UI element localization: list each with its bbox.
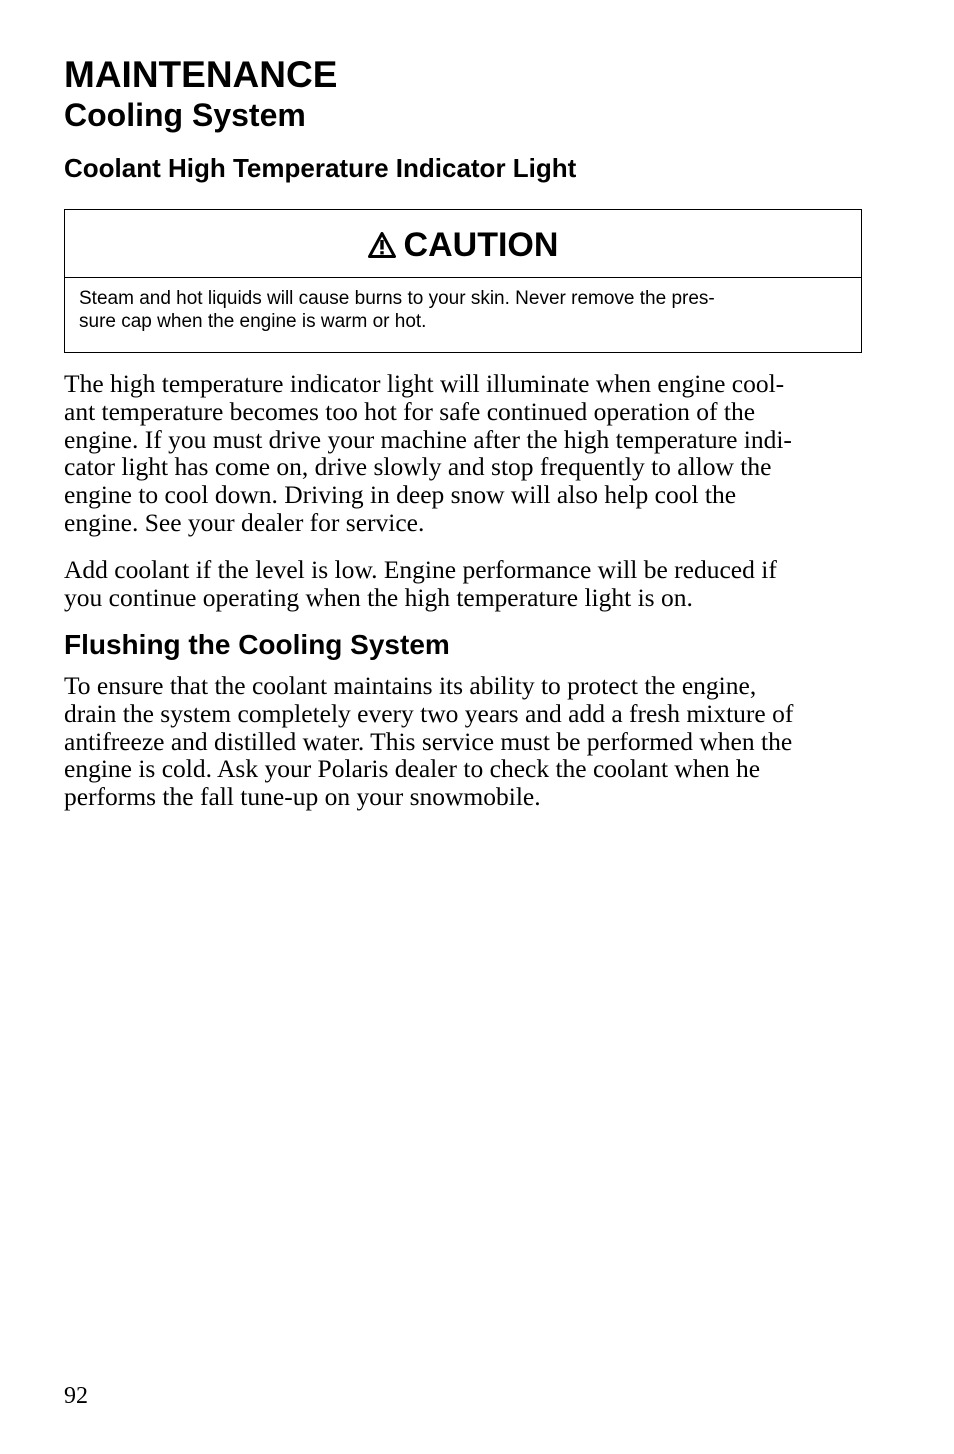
caution-text [65,278,861,333]
paragraph-line: Add coolant if the level is low. Engine performance will be reduced if [64,555,777,584]
caution-title: CAUTION [403,225,559,264]
subsection-title: Cooling System [64,97,306,133]
paragraph-flushing [64,672,864,811]
paragraph-line: The high temperature indicator light will illuminate when engine cool- [64,369,785,398]
paragraph-line: engine is cold. Ask your Polaris dealer to check the coolant when he [64,754,761,784]
paragraph-line: To ensure that the coolant maintains its ability to protect the engine, [64,671,757,700]
paragraph-add-coolant [64,556,864,612]
section-title: MAINTENANCE [64,54,338,95]
flushing-heading: Flushing the Cooling System [64,629,450,660]
paragraph-line: ant temperature becomes too hot for safe continued operation of the [64,396,756,426]
paragraph-indicator-light [64,370,864,537]
caution-line: sure cap when the engine is warm or hot. [79,311,427,332]
page-number: 92 [64,1383,88,1409]
paragraph-line: engine to cool down. Driving in deep snow will also help cool the [64,480,737,510]
paragraph-line: engine. If you must drive your machine after the high temperature indi- [64,424,792,454]
caution-box [64,209,862,353]
paragraph-line: you continue operating when the high temperature light is on. [64,582,693,612]
topic-heading: Coolant High Temperature Indicator Light [64,153,577,183]
paragraph-line: engine. See your dealer for service. [64,507,425,537]
paragraph-line: performs the fall tune-up on your snowmobile. [64,782,541,812]
paragraph-line: drain the system completely every two years and add a fresh mixture of [64,698,794,728]
warning-triangle-icon [368,232,396,258]
caution-header [65,210,861,278]
paragraph-line: cator light has come on, drive slowly and stop frequently to allow the [64,452,772,482]
caution-line: Steam and hot liquids will cause burns to your skin. Never remove the pres- [79,288,715,309]
paragraph-line: antifreeze and distilled water. This service must be performed when the [64,726,793,756]
